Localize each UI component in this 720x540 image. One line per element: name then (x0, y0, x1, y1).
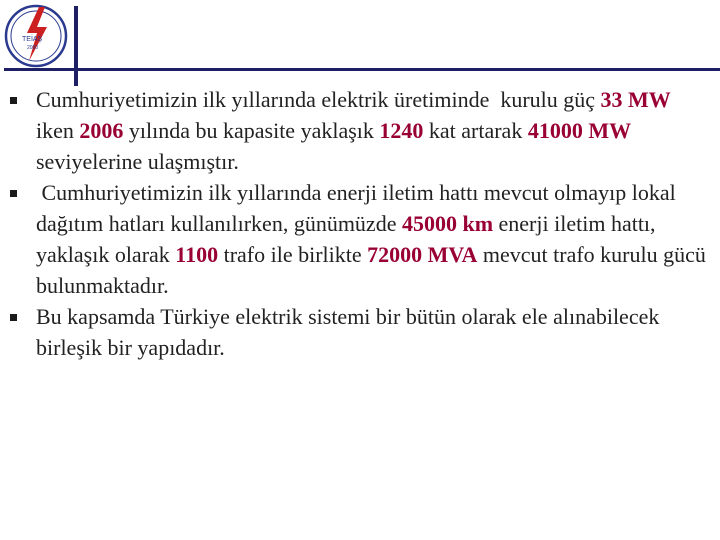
text-segment: Cumhuriyetimizin ilk yıllarında enerji iletim hattı mevcut olmayıp lokal dağıtım hatları kullanılırken, günümüzde (36, 180, 682, 236)
bullet-item (0, 177, 720, 301)
bullet-item (0, 84, 720, 177)
text-segment: mevcut trafo kurulu gücü bulunmaktadır. (36, 242, 712, 298)
highlighted-value: 72000 MVA (367, 242, 478, 267)
lightning-bolt-logo-icon (3, 3, 69, 69)
square-bullet-icon (10, 314, 17, 321)
text-segment: trafo ile birlikte (218, 242, 368, 267)
square-bullet-icon (10, 190, 17, 197)
text-segment: enerji iletim hattı, yaklaşık olarak (36, 211, 662, 267)
bullet-item (0, 301, 720, 363)
highlighted-value: 41000 MW (527, 118, 632, 143)
highlighted-value: 45000 km (401, 211, 494, 236)
text-segment: Bu kapsamda Türkiye elektrik sistemi bir bütün olarak ele alınabilecek birleşik bir yapıdadır. (36, 304, 665, 360)
highlighted-value: 2006 (79, 118, 124, 143)
bullet-text (36, 84, 706, 177)
horizontal-rule (4, 68, 720, 71)
text-segment: seviyelerine ulaşmıştır. (36, 118, 637, 174)
logo-year: 2000 (27, 45, 39, 51)
bullet-list (0, 84, 720, 363)
teias-logo (3, 3, 69, 69)
text-segment: Cumhuriyetimizin ilk yıllarında elektrik üretiminde kurulu güç (36, 87, 601, 112)
text-segment: iken (36, 87, 677, 143)
logo-text: TEİAŞ (22, 36, 43, 43)
highlighted-value: 33 MW (600, 87, 671, 112)
highlighted-value: 1240 (379, 118, 424, 143)
highlighted-value: 1100 (175, 242, 219, 267)
text-segment: yılında bu kapasite yaklaşık (123, 118, 380, 143)
bullet-text (36, 177, 712, 301)
square-bullet-icon (10, 97, 17, 104)
bullet-text (36, 301, 706, 363)
vertical-rule (74, 6, 78, 86)
text-segment: kat artarak (423, 118, 528, 143)
